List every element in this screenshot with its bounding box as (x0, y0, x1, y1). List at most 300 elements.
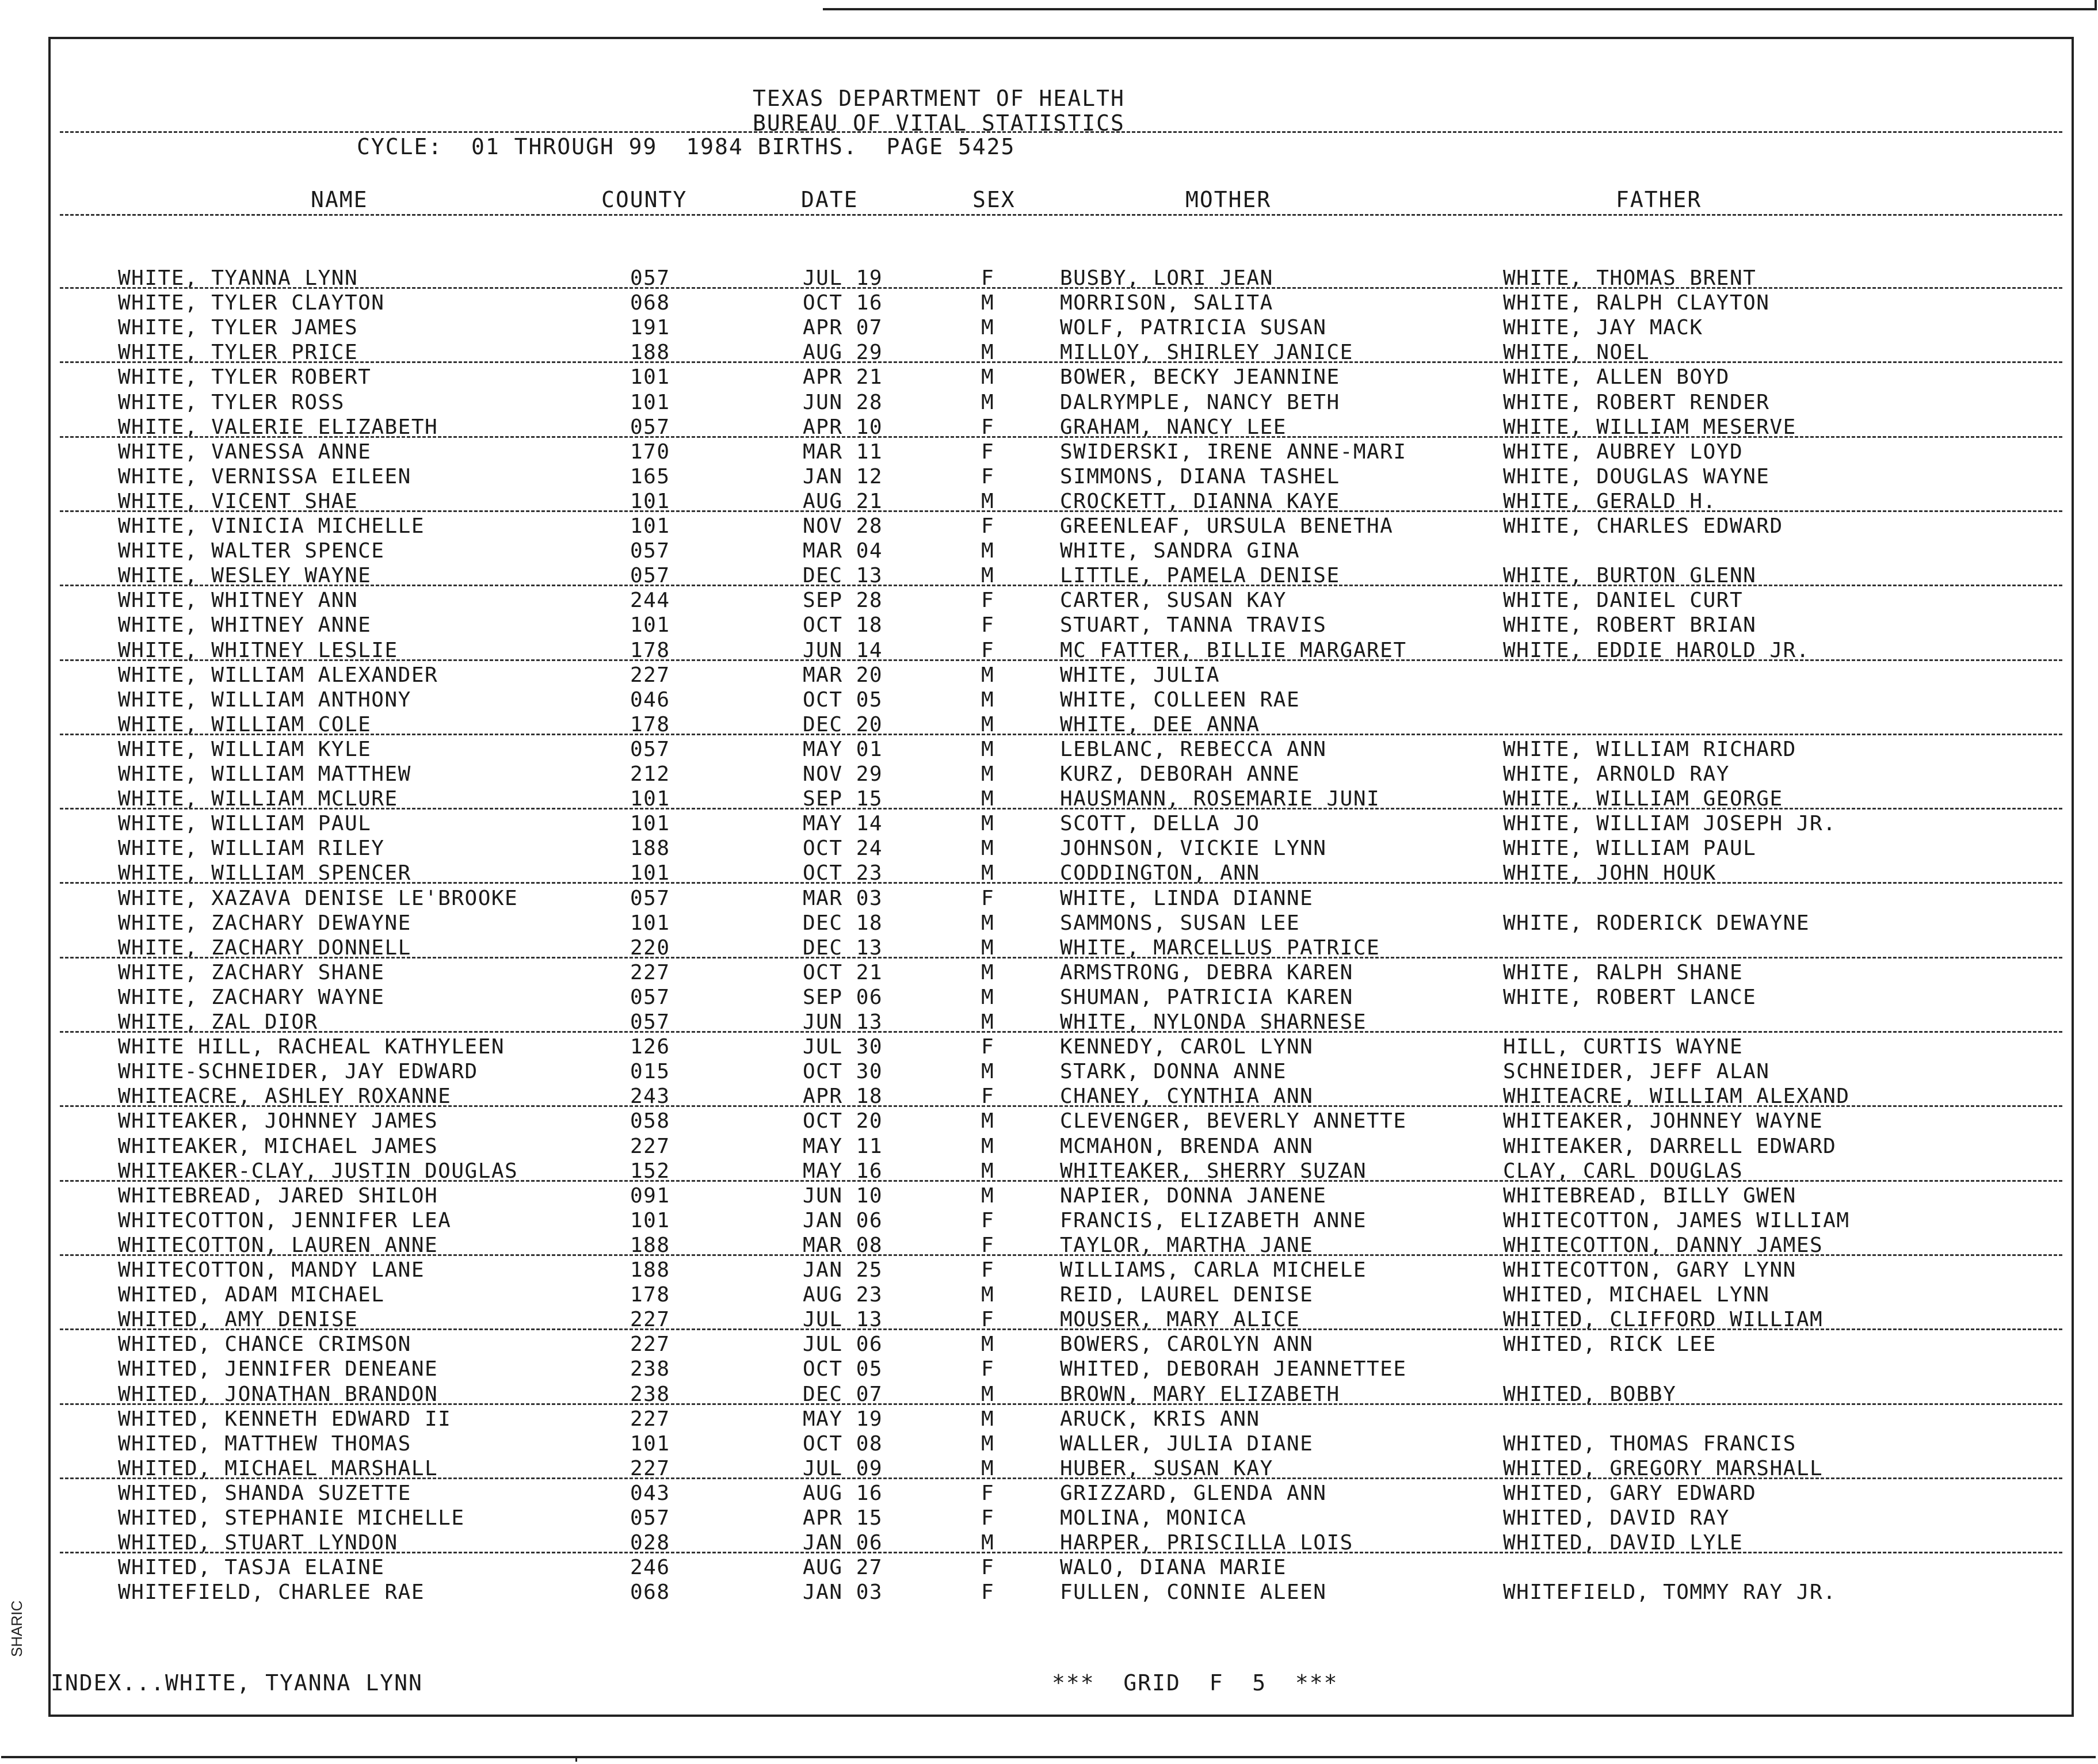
row-rule (60, 1180, 2062, 1182)
father-cell: WHITECOTTON, DANNY JAMES (1503, 1233, 1824, 1257)
row-rule (60, 808, 2062, 810)
mother-cell: LITTLE, PAMELA DENISE (1060, 564, 1340, 588)
mother-cell: FRANCIS, ELIZABETH ANNE (1060, 1208, 1367, 1232)
county-cell: 178 (630, 638, 670, 662)
date-cell: MAR 20 (803, 663, 883, 687)
date-cell: DEC 13 (803, 564, 883, 588)
sex-cell: M (981, 1159, 995, 1183)
father-cell: WHITECOTTON, JAMES WILLIAM (1503, 1208, 1850, 1232)
county-cell: 126 (630, 1035, 670, 1059)
sex-cell: F (981, 1481, 995, 1505)
father-cell: WHITE, BURTON GLENN (1503, 564, 1757, 588)
county-cell: 101 (630, 613, 670, 637)
name-cell: WHITE, WILLIAM KYLE (118, 737, 372, 761)
father-cell: SCHNEIDER, JEFF ALAN (1503, 1060, 1770, 1084)
date-cell: JAN 03 (803, 1580, 883, 1605)
county-cell: 101 (630, 390, 670, 414)
date-cell: JAN 06 (803, 1208, 883, 1232)
sex-cell: M (981, 1283, 995, 1307)
mother-cell: WHITE, JULIA (1060, 663, 1220, 687)
name-cell: WHITED, JENNIFER DENEANE (118, 1357, 438, 1381)
father-cell: WHITE, DANIEL CURT (1503, 589, 1744, 613)
date-cell: DEC 20 (803, 712, 883, 736)
sex-cell: F (981, 1506, 995, 1530)
sex-cell: M (981, 341, 995, 365)
row-rule (60, 510, 2062, 512)
row-rule (60, 287, 2062, 289)
county-cell: 057 (630, 1506, 670, 1530)
county-cell: 227 (630, 1134, 670, 1158)
name-cell: WHITE, WILLIAM ALEXANDER (118, 663, 438, 687)
mother-cell: CODDINGTON, ANN (1060, 861, 1260, 885)
name-cell: WHITEAKER, JOHNNEY JAMES (118, 1109, 438, 1133)
county-cell: 227 (630, 663, 670, 687)
name-cell: WHITEAKER-CLAY, JUSTIN DOUGLAS (118, 1159, 518, 1183)
name-cell: WHITE, WILLIAM MATTHEW (118, 762, 411, 786)
mother-cell: MORRISON, SALITA (1060, 291, 1273, 315)
county-cell: 188 (630, 837, 670, 861)
column-header-mother: MOTHER (1185, 187, 1272, 212)
county-cell: 068 (630, 1580, 670, 1605)
mother-cell: BOWER, BECKY JEANNINE (1060, 365, 1340, 390)
sex-cell: F (981, 415, 995, 439)
father-cell: WHITEBREAD, BILLY GWEN (1503, 1183, 1796, 1208)
father-cell: WHITE, ROBERT RENDER (1503, 390, 1770, 414)
sex-cell: F (981, 1308, 995, 1332)
name-cell: WHITEACRE, ASHLEY ROXANNE (118, 1085, 452, 1109)
sex-cell: M (981, 390, 995, 414)
sex-cell: F (981, 1233, 995, 1257)
date-cell: JUN 14 (803, 638, 883, 662)
name-cell: WHITE, WHITNEY LESLIE (118, 638, 398, 662)
county-cell: 101 (630, 911, 670, 935)
county-cell: 101 (630, 1208, 670, 1232)
name-cell: WHITE, ZACHARY WAYNE (118, 985, 385, 1009)
sex-cell: M (981, 1531, 995, 1555)
father-cell: WHITEAKER, JOHNNEY WAYNE (1503, 1109, 1824, 1133)
father-cell: WHITE, ROBERT LANCE (1503, 985, 1757, 1009)
father-cell: WHITED, GREGORY MARSHALL (1503, 1456, 1824, 1480)
date-cell: NOV 28 (803, 514, 883, 538)
name-cell: WHITE, ZACHARY DEWAYNE (118, 911, 411, 935)
mother-cell: MC FATTER, BILLIE MARGARET (1060, 638, 1407, 662)
father-cell: WHITE, RALPH SHANE (1503, 960, 1744, 984)
county-cell: 057 (630, 539, 670, 563)
mother-cell: MCMAHON, BRENDA ANN (1060, 1134, 1314, 1158)
mother-cell: HAUSMANN, ROSEMARIE JUNI (1060, 787, 1380, 811)
sex-cell: F (981, 613, 995, 637)
sex-cell: M (981, 985, 995, 1009)
father-cell: WHITE, GERALD H. (1503, 489, 1716, 513)
row-rule (60, 1403, 2062, 1405)
father-cell: WHITE, RODERICK DEWAYNE (1503, 911, 1810, 935)
county-cell: 057 (630, 985, 670, 1009)
sex-cell: F (981, 886, 995, 910)
date-cell: MAY 14 (803, 812, 883, 836)
mother-cell: FULLEN, CONNIE ALEEN (1060, 1580, 1327, 1605)
sex-cell: M (981, 812, 995, 836)
date-cell: OCT 05 (803, 688, 883, 712)
mother-cell: DALRYMPLE, NANCY BETH (1060, 390, 1340, 414)
father-cell: WHITED, DAVID RAY (1503, 1506, 1730, 1530)
father-cell: WHITE, EDDIE HAROLD JR. (1503, 638, 1810, 662)
date-cell: DEC 18 (803, 911, 883, 935)
date-cell: JAN 12 (803, 464, 883, 488)
sex-cell: F (981, 1556, 995, 1580)
date-cell: SEP 28 (803, 589, 883, 613)
county-cell: 057 (630, 564, 670, 588)
sex-cell: F (981, 464, 995, 488)
mother-cell: WOLF, PATRICIA SUSAN (1060, 316, 1327, 340)
sex-cell: M (981, 787, 995, 811)
mother-cell: TAYLOR, MARTHA JANE (1060, 1233, 1314, 1257)
mother-cell: MILLOY, SHIRLEY JANICE (1060, 341, 1353, 365)
mother-cell: CARTER, SUSAN KAY (1060, 589, 1287, 613)
mother-cell: WHITED, DEBORAH JEANNETTEE (1060, 1357, 1407, 1381)
sex-cell: F (981, 589, 995, 613)
father-cell: WHITE, WILLIAM JOSEPH JR. (1503, 812, 1837, 836)
father-cell: WHITED, DAVID LYLE (1503, 1531, 1744, 1555)
row-rule (60, 436, 2062, 438)
county-cell: 057 (630, 886, 670, 910)
mother-cell: WHITE, SANDRA GINA (1060, 539, 1300, 563)
name-cell: WHITE, WESLEY WAYNE (118, 564, 372, 588)
sex-cell: M (981, 316, 995, 340)
name-cell: WHITE, WILLIAM ANTHONY (118, 688, 411, 712)
date-cell: OCT 20 (803, 1109, 883, 1133)
sex-cell: M (981, 1456, 995, 1480)
father-cell: WHITE, RALPH CLAYTON (1503, 291, 1770, 315)
footer-grid: *** GRID F 5 *** (1052, 1670, 1338, 1696)
mother-cell: BOWERS, CAROLYN ANN (1060, 1332, 1314, 1357)
date-cell: JUN 10 (803, 1183, 883, 1208)
mother-cell: WHITE, DEE ANNA (1060, 712, 1260, 736)
date-cell: MAY 19 (803, 1407, 883, 1431)
column-header-county: COUNTY (601, 187, 688, 212)
county-cell: 043 (630, 1481, 670, 1505)
father-cell: WHITE, WILLIAM GEORGE (1503, 787, 1783, 811)
mother-cell: WHITE, COLLEEN RAE (1060, 688, 1300, 712)
mother-cell: STARK, DONNA ANNE (1060, 1060, 1287, 1084)
column-header-date: DATE (801, 187, 859, 212)
date-cell: AUG 23 (803, 1283, 883, 1307)
father-cell: WHITED, THOMAS FRANCIS (1503, 1431, 1796, 1456)
county-cell: 227 (630, 960, 670, 984)
mother-cell: KURZ, DEBORAH ANNE (1060, 762, 1300, 786)
name-cell: WHITE, TYANNA LYNN (118, 266, 358, 290)
sex-cell: M (981, 861, 995, 885)
mother-cell: LEBLANC, REBECCA ANN (1060, 737, 1327, 761)
mother-cell: JOHNSON, VICKIE LYNN (1060, 837, 1327, 861)
father-cell: WHITED, MICHAEL LYNN (1503, 1283, 1770, 1307)
sex-cell: M (981, 1060, 995, 1084)
name-cell: WHITED, ADAM MICHAEL (118, 1283, 385, 1307)
county-cell: 101 (630, 489, 670, 513)
name-cell: WHITE, ZACHARY SHANE (118, 960, 385, 984)
date-cell: MAR 04 (803, 539, 883, 563)
mother-cell: CROCKETT, DIANNA KAYE (1060, 489, 1340, 513)
sex-cell: M (981, 1109, 995, 1133)
county-cell: 015 (630, 1060, 670, 1084)
county-cell: 212 (630, 762, 670, 786)
name-cell: WHITE, VANESSA ANNE (118, 440, 372, 464)
mother-cell: SHUMAN, PATRICIA KAREN (1060, 985, 1353, 1009)
father-cell: CLAY, CARL DOUGLAS (1503, 1159, 1744, 1183)
county-cell: 188 (630, 1233, 670, 1257)
sex-cell: M (981, 564, 995, 588)
side-label: SHARIC (8, 1600, 25, 1657)
mother-cell: SIMMONS, DIANA TASHEL (1060, 464, 1340, 488)
father-cell: WHITED, BOBBY (1503, 1382, 1677, 1406)
sex-cell: F (981, 1208, 995, 1232)
name-cell: WHITE, VINICIA MICHELLE (118, 514, 425, 538)
county-cell: 244 (630, 589, 670, 613)
mother-cell: REID, LAUREL DENISE (1060, 1283, 1314, 1307)
sex-cell: F (981, 1258, 995, 1282)
mother-cell: HUBER, SUSAN KAY (1060, 1456, 1273, 1480)
name-cell: WHITECOTTON, JENNIFER LEA (118, 1208, 452, 1232)
county-cell: 057 (630, 1010, 670, 1034)
mother-cell: WHITE, LINDA DIANNE (1060, 886, 1314, 910)
mother-cell: CHANEY, CYNTHIA ANN (1060, 1085, 1314, 1109)
mother-cell: WALLER, JULIA DIANE (1060, 1431, 1314, 1456)
date-cell: OCT 21 (803, 960, 883, 984)
mother-cell: STUART, TANNA TRAVIS (1060, 613, 1327, 637)
county-cell: 046 (630, 688, 670, 712)
mother-cell: ARUCK, KRIS ANN (1060, 1407, 1260, 1431)
county-cell: 101 (630, 365, 670, 390)
county-cell: 220 (630, 936, 670, 960)
row-rule (60, 1105, 2062, 1107)
date-cell: AUG 16 (803, 1481, 883, 1505)
father-cell: HILL, CURTIS WAYNE (1503, 1035, 1744, 1059)
mother-cell: BROWN, MARY ELIZABETH (1060, 1382, 1340, 1406)
mother-cell: SWIDERSKI, IRENE ANNE-MARI (1060, 440, 1407, 464)
sex-cell: M (981, 936, 995, 960)
name-cell: WHITED, SHANDA SUZETTE (118, 1481, 411, 1505)
father-cell: WHITE, DOUGLAS WAYNE (1503, 464, 1770, 488)
date-cell: OCT 16 (803, 291, 883, 315)
name-cell: WHITE, VICENT SHAE (118, 489, 358, 513)
father-cell: WHITE, JOHN HOUK (1503, 861, 1716, 885)
father-cell: WHITE, WILLIAM MESERVE (1503, 415, 1796, 439)
date-cell: JUL 13 (803, 1308, 883, 1332)
mother-cell: GREENLEAF, URSULA BENETHA (1060, 514, 1394, 538)
row-rule (60, 734, 2062, 735)
county-cell: 243 (630, 1085, 670, 1109)
county-cell: 170 (630, 440, 670, 464)
county-cell: 057 (630, 266, 670, 290)
date-cell: MAY 16 (803, 1159, 883, 1183)
row-rule (60, 361, 2062, 363)
name-cell: WHITECOTTON, LAUREN ANNE (118, 1233, 438, 1257)
column-header-sex: SEX (972, 187, 1016, 212)
name-cell: WHITED, STEPHANIE MICHELLE (118, 1506, 465, 1530)
county-cell: 227 (630, 1456, 670, 1480)
county-cell: 057 (630, 737, 670, 761)
date-cell: JUL 19 (803, 266, 883, 290)
father-cell: WHITE, NOEL (1503, 341, 1650, 365)
mother-cell: WHITEAKER, SHERRY SUZAN (1060, 1159, 1367, 1183)
father-cell: WHITEFIELD, TOMMY RAY JR. (1503, 1580, 1837, 1605)
date-cell: OCT 23 (803, 861, 883, 885)
date-cell: OCT 18 (803, 613, 883, 637)
father-cell: WHITE, ALLEN BOYD (1503, 365, 1730, 390)
mother-cell: MOUSER, MARY ALICE (1060, 1308, 1300, 1332)
county-cell: 238 (630, 1382, 670, 1406)
sex-cell: M (981, 1134, 995, 1158)
date-cell: NOV 29 (803, 762, 883, 786)
date-cell: MAR 03 (803, 886, 883, 910)
row-rule (60, 585, 2062, 586)
county-cell: 178 (630, 712, 670, 736)
sex-cell: M (981, 489, 995, 513)
sex-cell: M (981, 712, 995, 736)
top-page-border (823, 0, 2097, 10)
county-cell: 091 (630, 1183, 670, 1208)
sex-cell: M (981, 1382, 995, 1406)
date-cell: AUG 29 (803, 341, 883, 365)
date-cell: DEC 07 (803, 1382, 883, 1406)
name-cell: WHITE, WILLIAM RILEY (118, 837, 385, 861)
row-rule (60, 1254, 2062, 1256)
county-cell: 165 (630, 464, 670, 488)
mother-cell: ARMSTRONG, DEBRA KAREN (1060, 960, 1353, 984)
father-cell: WHITED, GARY EDWARD (1503, 1481, 1757, 1505)
mother-cell: WHITE, MARCELLUS PATRICE (1060, 936, 1380, 960)
name-cell: WHITE, WILLIAM PAUL (118, 812, 372, 836)
row-rule (60, 957, 2062, 959)
name-cell: WHITED, CHANCE CRIMSON (118, 1332, 411, 1357)
sex-cell: M (981, 365, 995, 390)
mother-cell: GRIZZARD, GLENDA ANN (1060, 1481, 1327, 1505)
row-rule (60, 1552, 2062, 1553)
county-cell: 057 (630, 415, 670, 439)
county-cell: 227 (630, 1332, 670, 1357)
county-cell: 058 (630, 1109, 670, 1133)
date-cell: MAY 01 (803, 737, 883, 761)
date-cell: MAR 08 (803, 1233, 883, 1257)
county-cell: 227 (630, 1407, 670, 1431)
sex-cell: M (981, 663, 995, 687)
sex-cell: M (981, 1407, 995, 1431)
name-cell: WHITE, WHITNEY ANN (118, 589, 358, 613)
date-cell: MAR 11 (803, 440, 883, 464)
date-cell: SEP 15 (803, 787, 883, 811)
name-cell: WHITE-SCHNEIDER, JAY EDWARD (118, 1060, 478, 1084)
date-cell: SEP 06 (803, 985, 883, 1009)
name-cell: WHITECOTTON, MANDY LANE (118, 1258, 425, 1282)
name-cell: WHITED, JONATHAN BRANDON (118, 1382, 438, 1406)
mother-cell: SCOTT, DELLA JO (1060, 812, 1260, 836)
date-cell: JUN 28 (803, 390, 883, 414)
date-cell: OCT 08 (803, 1431, 883, 1456)
sex-cell: M (981, 539, 995, 563)
county-cell: 188 (630, 341, 670, 365)
father-cell: WHITEACRE, WILLIAM ALEXAND (1503, 1085, 1850, 1109)
date-cell: JAN 25 (803, 1258, 883, 1282)
date-cell: OCT 24 (803, 837, 883, 861)
mother-cell: WHITE, NYLONDA SHARNESE (1060, 1010, 1367, 1034)
county-cell: 152 (630, 1159, 670, 1183)
father-cell: WHITE, ROBERT BRIAN (1503, 613, 1757, 637)
name-cell: WHITEFIELD, CHARLEE RAE (118, 1580, 425, 1605)
sex-cell: M (981, 1010, 995, 1034)
header-bureau: BUREAU OF VITAL STATISTICS (753, 110, 1125, 136)
name-cell: WHITE, XAZAVA DENISE LE'BROOKE (118, 886, 518, 910)
county-cell: 238 (630, 1357, 670, 1381)
name-cell: WHITE, ZACHARY DONNELL (118, 936, 411, 960)
sex-cell: F (981, 514, 995, 538)
name-cell: WHITE, TYLER CLAYTON (118, 291, 385, 315)
county-cell: 227 (630, 1308, 670, 1332)
sex-cell: F (981, 266, 995, 290)
name-cell: WHITED, TASJA ELAINE (118, 1556, 385, 1580)
date-cell: APR 21 (803, 365, 883, 390)
bottom-page-border (1, 1756, 2096, 1764)
row-rule (60, 1477, 2062, 1479)
father-cell: WHITECOTTON, GARY LYNN (1503, 1258, 1796, 1282)
mother-cell: NAPIER, DONNA JANENE (1060, 1183, 1327, 1208)
header-cycle: CYCLE: 01 THROUGH 99 1984 BIRTHS. PAGE 5425 (357, 134, 1016, 159)
county-cell: 191 (630, 316, 670, 340)
name-cell: WHITE, WILLIAM SPENCER (118, 861, 411, 885)
row-rule (60, 659, 2062, 661)
mother-cell: KENNEDY, CAROL LYNN (1060, 1035, 1314, 1059)
sex-cell: M (981, 688, 995, 712)
sex-cell: F (981, 1035, 995, 1059)
mother-cell: HARPER, PRISCILLA LOIS (1060, 1531, 1353, 1555)
date-cell: JUL 09 (803, 1456, 883, 1480)
date-cell: OCT 30 (803, 1060, 883, 1084)
date-cell: APR 10 (803, 415, 883, 439)
name-cell: WHITE, ZAL DIOR (118, 1010, 318, 1034)
date-cell: OCT 05 (803, 1357, 883, 1381)
name-cell: WHITE, TYLER ROBERT (118, 365, 372, 390)
row-rule (60, 1031, 2062, 1033)
father-cell: WHITED, RICK LEE (1503, 1332, 1716, 1357)
sex-cell: M (981, 737, 995, 761)
mother-cell: SAMMONS, SUSAN LEE (1060, 911, 1300, 935)
sex-cell: M (981, 960, 995, 984)
father-cell: WHITE, ARNOLD RAY (1503, 762, 1730, 786)
sex-cell: F (981, 1085, 995, 1109)
father-cell: WHITE, JAY MACK (1503, 316, 1703, 340)
name-cell: WHITE, WHITNEY ANNE (118, 613, 372, 637)
county-cell: 068 (630, 291, 670, 315)
name-cell: WHITED, KENNETH EDWARD II (118, 1407, 452, 1431)
header-rule (60, 131, 2062, 133)
father-cell: WHITEAKER, DARRELL EDWARD (1503, 1134, 1837, 1158)
name-cell: WHITEAKER, MICHAEL JAMES (118, 1134, 438, 1158)
sex-cell: F (981, 1580, 995, 1605)
name-cell: WHITE, VALERIE ELIZABETH (118, 415, 438, 439)
mother-cell: MOLINA, MONICA (1060, 1506, 1247, 1530)
mother-cell: CLEVENGER, BEVERLY ANNETTE (1060, 1109, 1407, 1133)
column-header-father: FATHER (1616, 187, 1702, 212)
name-cell: WHITED, AMY DENISE (118, 1308, 358, 1332)
name-cell: WHITED, MATTHEW THOMAS (118, 1431, 411, 1456)
sex-cell: M (981, 1332, 995, 1357)
date-cell: APR 18 (803, 1085, 883, 1109)
father-cell: WHITE, THOMAS BRENT (1503, 266, 1757, 290)
sex-cell: M (981, 762, 995, 786)
date-cell: DEC 13 (803, 936, 883, 960)
county-cell: 101 (630, 514, 670, 538)
date-cell: AUG 27 (803, 1556, 883, 1580)
father-cell: WHITE, CHARLES EDWARD (1503, 514, 1783, 538)
sex-cell: M (981, 291, 995, 315)
